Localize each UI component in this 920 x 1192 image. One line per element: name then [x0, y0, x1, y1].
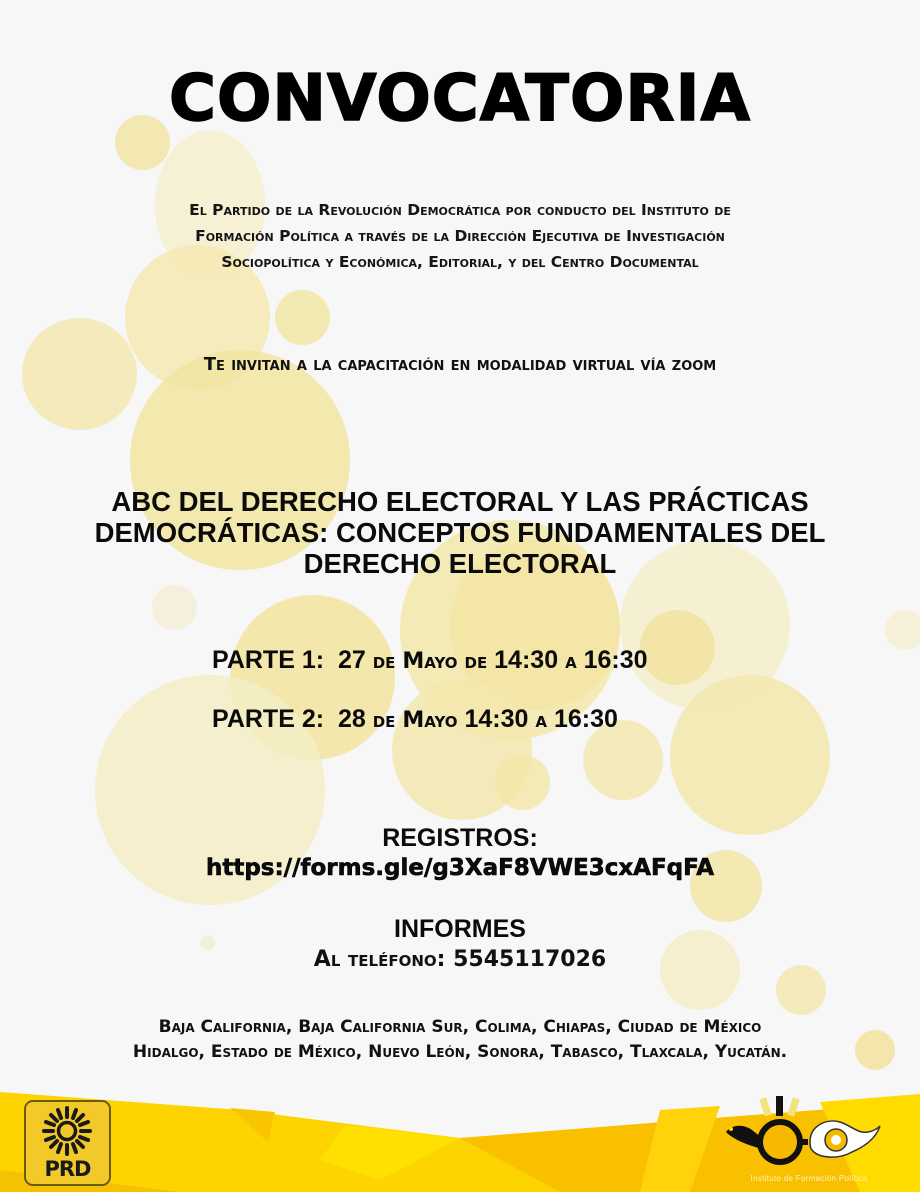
- session-day: 27: [337, 646, 366, 674]
- session-label: PARTE 1:: [212, 646, 325, 674]
- phone-line: [0, 947, 920, 972]
- prd-logo: [24, 1100, 111, 1186]
- invitation-text: Te invitan a la capacitación en modalidad virtual vía zoom: [203, 354, 717, 375]
- intro-line: Sociopolítica y Económica, Editorial, y del Centro Documental: [221, 253, 699, 271]
- intro-paragraph: [0, 197, 920, 275]
- page-title: CONVOCATORIA: [169, 62, 751, 136]
- session-start: 14:30: [494, 646, 559, 674]
- session-word: de: [372, 708, 396, 733]
- institute-caption: Instituto de Formación Política: [750, 1174, 868, 1183]
- session-word: de: [464, 649, 488, 674]
- session-end: 16:30: [553, 705, 618, 733]
- intro-line: Formación Política a través de la Dirección Ejecutiva de Investigación: [195, 227, 725, 245]
- phone-number: 5545117026: [453, 947, 607, 972]
- course-title-line: DERECHO ELECTORAL: [303, 548, 617, 579]
- session-word: a: [535, 708, 548, 733]
- sun-icon: [24, 1102, 111, 1160]
- institute-logo: [718, 1096, 883, 1188]
- session-1: [212, 646, 648, 675]
- session-2: [212, 705, 618, 734]
- phone-label: Al teléfono:: [313, 947, 446, 972]
- session-label: PARTE 2:: [212, 705, 325, 733]
- registration-label: REGISTROS:: [382, 824, 538, 852]
- session-start: 14:30: [464, 705, 529, 733]
- course-title-line: ABC DEL DERECHO ELECTORAL Y LAS PRÁCTICAS: [111, 486, 809, 517]
- intro-line: El Partido de la Revolución Democrática por conducto del Instituto de: [189, 201, 731, 219]
- session-month: Mayo: [402, 649, 458, 674]
- session-month: Mayo: [402, 708, 458, 733]
- institute-emblem-icon: [718, 1096, 883, 1176]
- registration-link[interactable]: https://forms.gle/g3XaF8VWE3cxAFqFA: [205, 855, 715, 881]
- session-day: 28: [337, 705, 366, 733]
- information-label: INFORMES: [394, 915, 526, 943]
- states-line: Baja California, Baja California Sur, Colima, Chiapas, Ciudad de México: [158, 1017, 762, 1037]
- states-list: [0, 1015, 920, 1065]
- course-title: [0, 486, 920, 579]
- session-word: a: [565, 649, 577, 674]
- states-line: Hidalgo, Estado de México, Nuevo León, Sonora, Tabasco, Tlaxcala, Yucatán.: [132, 1042, 788, 1062]
- prd-wordmark: PRD: [44, 1157, 91, 1181]
- session-end: 16:30: [583, 646, 648, 674]
- course-title-line: DEMOCRÁTICAS: CONCEPTOS FUNDAMENTALES DEL: [94, 517, 826, 548]
- session-word: de: [372, 649, 396, 674]
